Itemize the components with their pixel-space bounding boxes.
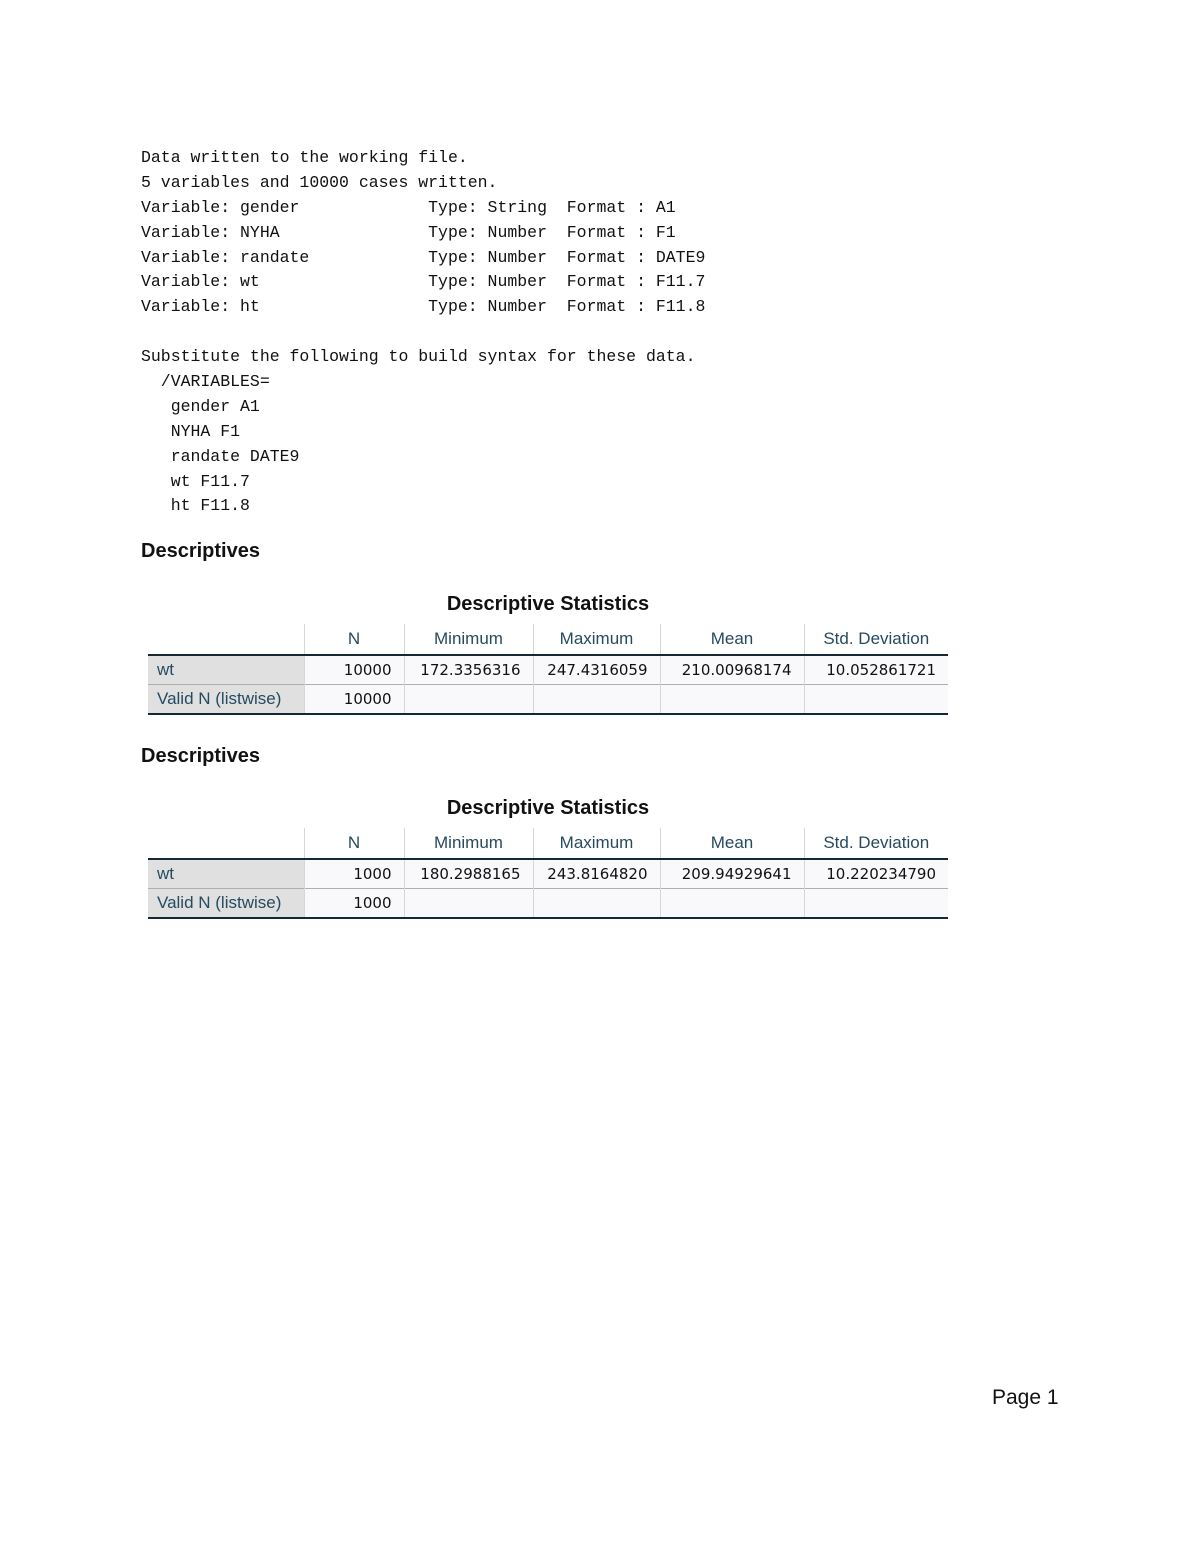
table-cell: 172.3356316	[404, 655, 533, 685]
table-header-row	[148, 624, 948, 655]
log-line: Variable: ht Type: Number Format : F11.8	[141, 297, 706, 317]
table-header-row	[148, 828, 948, 859]
section-heading: Descriptives	[141, 745, 260, 767]
table-cell: 10000	[304, 655, 404, 685]
table-cell	[533, 889, 660, 919]
table-cell: 10.220234790	[804, 859, 948, 889]
descriptive-statistics-table	[148, 828, 948, 919]
log-line: Variable: gender Type: String Format : A1	[141, 197, 676, 217]
table-row	[148, 859, 948, 889]
column-header: Mean	[660, 624, 804, 655]
column-header: Maximum	[533, 624, 660, 655]
log-line: 5 variables and 10000 cases written.	[141, 172, 498, 192]
descriptive-statistics-table	[148, 624, 948, 715]
table-title: Descriptive Statistics	[446, 797, 650, 819]
column-header: N	[304, 828, 404, 859]
log-line: wt F11.7	[141, 471, 250, 491]
table-cell	[660, 685, 804, 715]
log-line: NYHA F1	[141, 421, 241, 441]
section-heading: Descriptives	[141, 540, 260, 562]
column-header: Mean	[660, 828, 804, 859]
table-cell: 10000	[304, 685, 404, 715]
table-cell: 180.2988165	[404, 859, 533, 889]
log-line	[141, 320, 705, 345]
column-header: Minimum	[404, 624, 533, 655]
output-log	[141, 146, 705, 519]
table-cell: 1000	[304, 859, 404, 889]
log-line: randate DATE9	[141, 446, 300, 466]
page-number: Page 1	[992, 1386, 1059, 1409]
table-cell: 243.8164820	[533, 859, 660, 889]
row-label: Valid N (listwise)	[148, 685, 304, 715]
table-cell: 209.94929641	[660, 859, 804, 889]
table-cell: 1000	[304, 889, 404, 919]
row-label: Valid N (listwise)	[148, 889, 304, 919]
row-label: wt	[148, 655, 304, 685]
log-line: /VARIABLES=	[141, 372, 270, 392]
table-cell: 247.4316059	[533, 655, 660, 685]
table-cell: 210.00968174	[660, 655, 804, 685]
table-cell	[660, 889, 804, 919]
log-line: Variable: wt Type: Number Format : F11.7	[141, 272, 706, 292]
corner-cell	[148, 624, 304, 655]
column-header: Maximum	[533, 828, 660, 859]
table-title: Descriptive Statistics	[446, 593, 650, 615]
column-header: Minimum	[404, 828, 533, 859]
log-line: Substitute the following to build syntax for these data.	[141, 347, 696, 367]
table-cell	[404, 889, 533, 919]
table-cell	[533, 685, 660, 715]
table-cell	[804, 685, 948, 715]
row-label: wt	[148, 859, 304, 889]
column-header: Std. Deviation	[804, 624, 948, 655]
log-line: ht F11.8	[141, 496, 250, 516]
table-row	[148, 685, 948, 715]
column-header: Std. Deviation	[804, 828, 948, 859]
corner-cell	[148, 828, 304, 859]
table-cell	[804, 889, 948, 919]
table-row	[148, 889, 948, 919]
column-header: N	[304, 624, 404, 655]
log-line: Data written to the working file.	[141, 148, 468, 167]
log-line: Variable: randate Type: Number Format : DATE9	[141, 247, 706, 267]
table-cell	[404, 685, 533, 715]
log-line: gender A1	[141, 396, 260, 416]
log-line: Variable: NYHA Type: Number Format : F1	[141, 222, 676, 242]
table-row	[148, 655, 948, 685]
table-cell: 10.052861721	[804, 655, 948, 685]
